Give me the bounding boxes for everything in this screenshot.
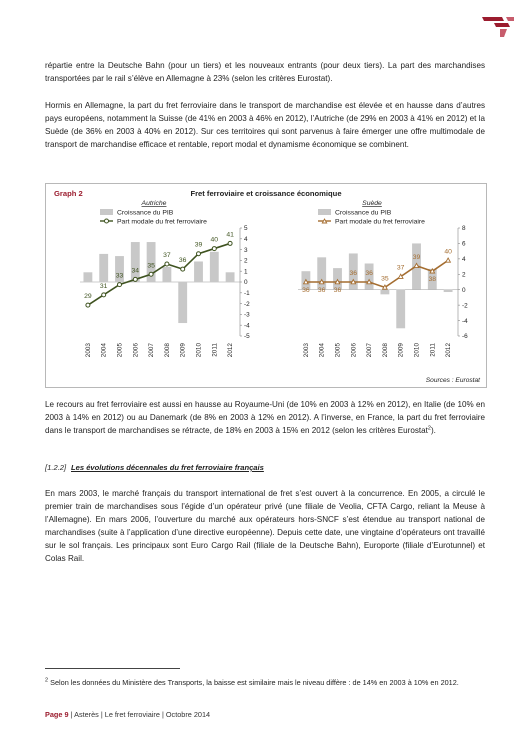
x-tick-label: 2004 bbox=[318, 343, 326, 358]
y-tick-label: 1 bbox=[244, 268, 248, 276]
legend-line-label: Part modale du fret ferroviaire bbox=[117, 218, 207, 226]
x-tick-label: 2008 bbox=[163, 343, 171, 358]
x-tick-label: 2006 bbox=[132, 343, 140, 358]
paragraph-germany: répartie entre la Deutsche Bahn (pour un tiers) et les nouveaux entrants (pour deux tiers). La part des marchandises transportées par le rail s’élève en Allemagne à 23% (selon les critères Eurostat). bbox=[45, 61, 485, 83]
data-label: 39 bbox=[412, 253, 421, 261]
bar bbox=[317, 257, 326, 289]
x-tick-label: 2010 bbox=[413, 343, 421, 358]
y-tick-label: -3 bbox=[244, 311, 250, 319]
page-footer bbox=[45, 710, 210, 719]
footnote-mark: 2 bbox=[45, 677, 49, 684]
legend-bar-label: Croissance du PIB bbox=[335, 209, 392, 217]
chart-source: Sources : Eurostat bbox=[425, 377, 480, 384]
data-label: 29 bbox=[84, 293, 92, 301]
line-point bbox=[197, 252, 201, 256]
y-tick-label: -4 bbox=[244, 322, 250, 330]
bar bbox=[131, 242, 140, 282]
y-tick-label: 0 bbox=[244, 279, 248, 287]
y-tick-label: 2 bbox=[244, 257, 248, 265]
data-label: 40 bbox=[210, 236, 219, 244]
paragraph-europe: Hormis en Allemagne, la part du fret ferroviaire dans le transport de marchandise est élevée et en hausse dans d’autres pays européens, notamment la Suisse (de 41% en 2003 à 46% en 2012), l’Autriche (de 29% en 2003 à 41% en 2012) et la Suède (de 36% en 2003 à 40% en 2012). Sur ces territoires qui sont parvenus à faire émerger une offre multimodale de transport de marchandise efficace et rentable, report modal et dynamisme économique se combinent. bbox=[45, 101, 485, 149]
data-label: 35 bbox=[147, 262, 155, 270]
y-tick-label: 5 bbox=[244, 225, 248, 233]
y-tick-label: -2 bbox=[462, 302, 468, 310]
line-point bbox=[102, 293, 106, 297]
x-tick-label: 2006 bbox=[350, 343, 358, 358]
y-tick-label: -6 bbox=[462, 333, 468, 341]
data-label: 33 bbox=[115, 272, 124, 280]
y-tick-label: 0 bbox=[462, 286, 466, 294]
paragraph-other-countries-text: Le recours au fret ferroviaire est aussi en hausse au Royaume-Uni (de 10% en 2003 à 12% en 2012), en Italie (de 10% en 2003 à 14% en 2012) ou au Danemark (de 8% en 2003 à 12% en 2012). A l’inverse, en France, la part du fret ferroviaire dans le transport de marchandises se rétracte, de 18% en 2003 à 15% en 2012 (selon les critères Eurostat bbox=[45, 400, 485, 435]
chart-title: Fret ferroviaire et croissance économique bbox=[190, 189, 342, 198]
data-label: 38 bbox=[428, 276, 437, 284]
data-label: 37 bbox=[396, 264, 405, 272]
line-point bbox=[86, 303, 90, 307]
legend-line-marker bbox=[105, 219, 109, 223]
footnote-ref[interactable]: 2 bbox=[427, 425, 431, 432]
page-number: Page 9 bbox=[45, 710, 69, 719]
chart-label: Graph 2 bbox=[54, 189, 83, 198]
x-tick-label: 2007 bbox=[148, 343, 156, 358]
bar bbox=[178, 282, 187, 323]
line-point bbox=[165, 262, 169, 266]
y-tick-label: -4 bbox=[462, 317, 468, 325]
panel-sweden bbox=[298, 200, 468, 357]
footnote-separator bbox=[45, 668, 180, 669]
x-tick-label: 2004 bbox=[100, 343, 108, 358]
legend-line-marker bbox=[322, 219, 326, 223]
line-point bbox=[118, 283, 122, 287]
y-tick-label: 6 bbox=[462, 240, 466, 248]
line-point bbox=[149, 272, 153, 276]
bar bbox=[162, 267, 171, 282]
x-tick-label: 2003 bbox=[84, 343, 92, 358]
x-tick-label: 2009 bbox=[397, 343, 405, 358]
y-tick-label: -5 bbox=[244, 333, 250, 341]
x-tick-label: 2012 bbox=[227, 343, 235, 358]
section-title: Les évolutions décennales du fret ferroviaire français bbox=[71, 463, 264, 472]
panel-austria bbox=[80, 200, 250, 357]
legend-bar-swatch bbox=[100, 209, 113, 215]
data-label: 41 bbox=[226, 231, 234, 239]
x-tick-label: 2010 bbox=[195, 343, 203, 358]
data-label: 36 bbox=[302, 287, 310, 294]
data-label: 40 bbox=[444, 248, 452, 256]
chart-graph-2 bbox=[45, 183, 487, 388]
bar bbox=[380, 290, 389, 295]
footnote bbox=[45, 677, 485, 688]
data-label: 35 bbox=[381, 275, 389, 283]
x-tick-label: 2005 bbox=[116, 343, 124, 358]
bar bbox=[99, 254, 108, 282]
bar bbox=[194, 261, 203, 282]
y-tick-label: 4 bbox=[244, 236, 248, 243]
x-tick-label: 2011 bbox=[211, 343, 219, 357]
data-label: 36 bbox=[349, 270, 358, 277]
x-tick-label: 2009 bbox=[179, 343, 187, 358]
x-tick-label: 2005 bbox=[334, 343, 342, 358]
y-tick-label: -2 bbox=[244, 300, 250, 308]
asteres-logo bbox=[480, 14, 516, 38]
data-label: 36 bbox=[317, 287, 326, 294]
panel-title: Autriche bbox=[141, 200, 167, 207]
line-point bbox=[212, 247, 216, 251]
panel-title: Suède bbox=[362, 200, 382, 207]
section-heading bbox=[45, 463, 485, 472]
data-label: 36 bbox=[333, 287, 342, 294]
section-number: [1.2.2] bbox=[45, 463, 67, 472]
legend-line-label: Part modale du fret ferroviaire bbox=[335, 218, 425, 226]
footnote-text: Selon les données du Ministère des Transports, la baisse est similaire mais le niveau diffère : de 14% en 2003 à 10% en 2012. bbox=[50, 678, 459, 687]
bar bbox=[83, 272, 92, 282]
y-tick-label: 4 bbox=[462, 256, 466, 264]
data-label: 37 bbox=[163, 252, 171, 259]
bar bbox=[444, 290, 453, 292]
y-tick-label: 3 bbox=[244, 246, 248, 254]
bar bbox=[396, 290, 405, 329]
x-tick-label: 2012 bbox=[445, 343, 453, 358]
data-label: 36 bbox=[178, 257, 187, 265]
line-point bbox=[133, 277, 137, 281]
data-label: 36 bbox=[365, 270, 373, 277]
line-point bbox=[446, 258, 451, 262]
data-label: 31 bbox=[99, 282, 108, 290]
legend-bar-label: Croissance du PIB bbox=[117, 209, 174, 217]
line-point bbox=[181, 267, 185, 271]
paragraph-other-countries bbox=[45, 398, 485, 437]
x-tick-label: 2011 bbox=[429, 343, 437, 357]
x-tick-label: 2008 bbox=[381, 343, 389, 358]
legend-bar-swatch bbox=[318, 209, 331, 215]
chart-canvas bbox=[46, 184, 486, 387]
paragraph-other-countries-end: ). bbox=[430, 426, 436, 435]
bar bbox=[210, 252, 219, 282]
series-line bbox=[88, 243, 230, 305]
x-tick-label: 2003 bbox=[302, 343, 310, 358]
line-point bbox=[228, 241, 232, 245]
y-tick-label: 2 bbox=[462, 271, 466, 279]
data-label: 34 bbox=[131, 267, 140, 275]
y-tick-label: 8 bbox=[462, 225, 466, 233]
footer-text: | Asterès | Le fret ferroviaire | Octobre 2014 bbox=[68, 710, 211, 719]
data-label: 39 bbox=[194, 241, 203, 249]
x-tick-label: 2007 bbox=[366, 343, 374, 358]
paragraph-france-market: En mars 2003, le marché français du transport international de fret s’est ouvert à la concurrence. En 2005, a circulé le premier train de marchandises sous l’égide d’un opérateur privé (une filiale de Veolia, CFTA Cargo, reliant la Meuse à l’Allemagne). En mars 2006, l’ouverture du marché aux opérateurs hors-SNCF s’est étendue au transport national de marchandises (suite à l’application d’une directive européenne). Depuis cette date, une vingtaine d’opérateurs ont travaillé sur le sol français. Les principaux sont Euro Cargo Rail (filiale de la Deutsche Bahn), Europorte (filiale d’Eurotunnel) et Colas Rail. bbox=[45, 489, 485, 563]
series-line bbox=[306, 260, 448, 287]
y-tick-label: -1 bbox=[244, 290, 250, 297]
bar bbox=[226, 272, 235, 282]
